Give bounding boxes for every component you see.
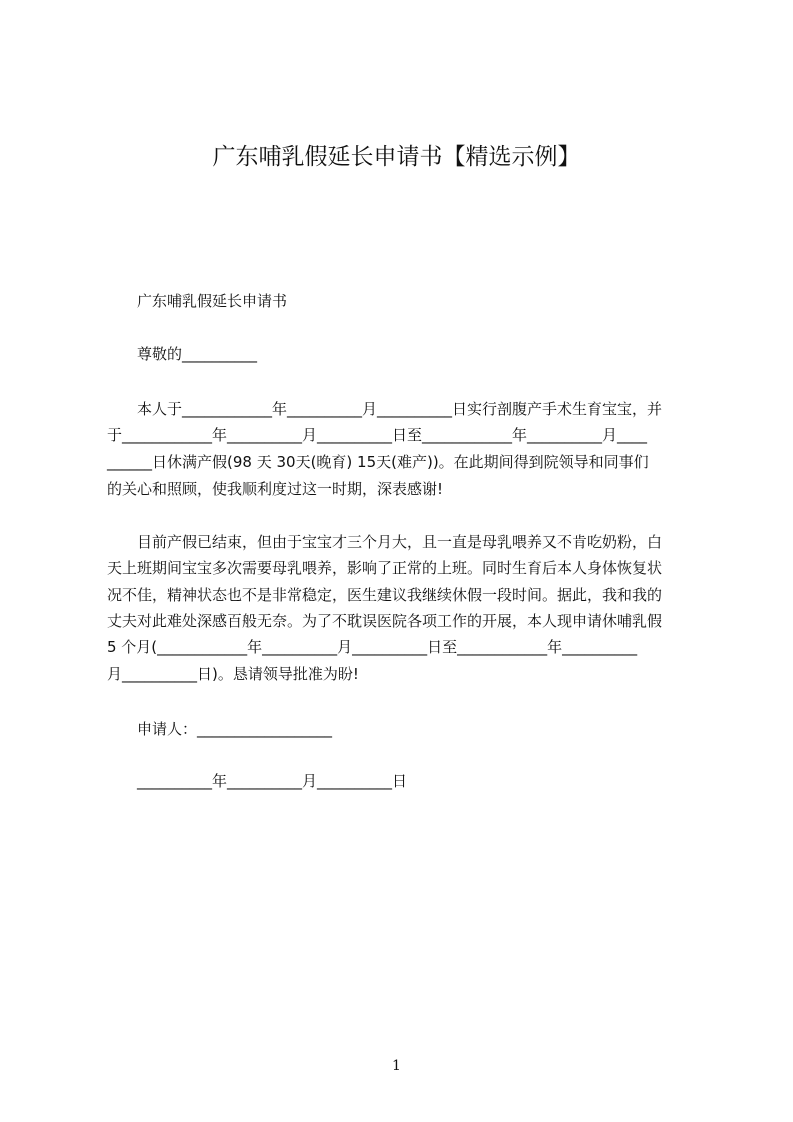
paragraph-1-line-1: 本人于____________年__________月__________日实行剖腹产手术生育宝宝，并 [137,400,663,418]
document-title: 广东哺乳假延长申请书【精选示例】 [212,144,581,170]
paragraph-2-line-3: 况不佳，精神状态也不是非常稳定，医生建议我继续休假一段时间。据此，我和我的 [107,586,663,604]
paragraph-2-line-5: 5 个月(____________年__________月__________日至____________年__________ [107,638,638,656]
salutation: 尊敬的__________ [137,345,258,363]
paragraph-2-line-1: 目前产假已结束，但由于宝宝才三个月大，且一直是母乳喂养又不肯吃奶粉，白 [137,533,663,551]
paragraph-1-line-4: 的关心和照顾，使我顺利度过这一时期，深表感谢! [107,480,444,498]
paragraph-2-line-4: 丈夫对此难处深感百般无奈。为了不耽误医院各项工作的开展，本人现申请休哺乳假 [107,612,663,630]
paragraph-1-line-2: 于____________年__________月__________日至____________年__________月____ [107,426,648,444]
applicant-signature-line: 申请人：__________________ [137,720,333,738]
date-line: __________年__________月__________日 [137,772,408,790]
paragraph-2-line-6: 月__________日)。恳请领导批准为盼! [107,665,359,683]
page-number: 1 [392,1058,401,1074]
paragraph-1-line-3: ______日休满产假(98 天 30天(晚育) 15天(难产))。在此期间得到院领导和同事们 [107,453,649,471]
paragraph-2-line-2: 天上班期间宝宝多次需要母乳喂养，影响了正常的上班。同时生育后本人身体恢复状 [107,559,663,577]
letter-heading: 广东哺乳假延长申请书 [137,292,288,310]
